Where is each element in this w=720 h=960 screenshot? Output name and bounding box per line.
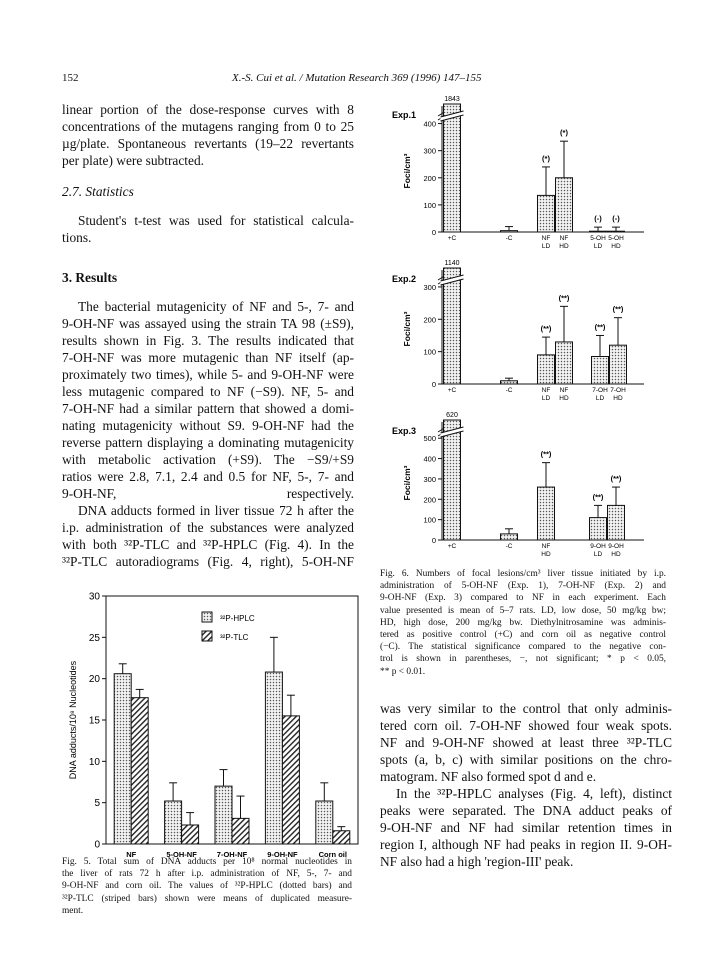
bar [608,231,625,232]
figure-5-chart [62,582,362,872]
x-tick-label: +C [447,235,457,242]
y-axis-label: Foci/cm³ [402,153,412,189]
bar [165,801,182,844]
x-tick-label: 7-OH-NF [216,850,248,859]
bar [316,801,333,844]
running-title: X.-S. Cui et al. / Mutation Research 369 (1996) 147–155 [232,72,482,84]
x-tick-label: LD [593,243,603,250]
legend-label: ³²P-HPLC [220,614,255,623]
fig6-caption-line: Fig. 6. Numbers of focal lesions/cm³ liver tissue initiated by i.p. [380,569,666,579]
bar [501,381,518,384]
page-number: 152 [62,72,79,84]
y-tick-label: 25 [88,632,100,644]
panel-label: Exp.3 [392,426,417,436]
bar [610,345,627,384]
fig5-caption-line: ³²P-TLC (striped bars) shown were means of duplicated measure- [62,893,352,904]
intro-line: concentrations of the mutagens ranging from 0 to 25 [62,119,354,134]
x-tick-label: NF [126,850,137,859]
y-tick-label: 30 [88,591,100,603]
results-paragraph [62,298,354,570]
y-axis-label: Foci/cm³ [402,311,412,347]
intro-line: linear portion of the dose-response curves with 8 [62,102,354,117]
bar [556,342,573,384]
x-tick-label: HD [611,243,621,250]
y-tick-label: 0 [431,228,436,237]
x-tick-label: Corn oil [318,850,347,859]
panel-label: Exp.1 [392,110,417,120]
y-tick-label: 5 [94,798,100,810]
right-column [380,700,672,870]
significance-label: (-) [594,214,602,224]
y-tick-label: 200 [423,173,436,183]
significance-label: (**) [592,492,604,502]
bar [538,195,555,232]
bar [114,674,131,844]
fig6-caption-line: tered as positive control (+C) and corn oil as negative control [380,630,666,641]
results-line: proximately two times), while 5- and 9-OH-NF were [62,367,354,382]
break-value-label: 620 [446,412,458,419]
bar [131,698,148,844]
x-tick-label: 5-OH [608,235,624,242]
x-tick-label: LD [541,395,551,402]
x-tick-label: LD [593,551,603,556]
panel-label: Exp.2 [392,274,417,284]
results-line: 9-OH-NF, respectively. [62,486,354,501]
fig6-caption-line: HD, high dose, 200 mg/kg bw. Diethylnitrosamine was adminis- [380,617,666,628]
intro-line: per plate) were subtracted. [62,153,205,168]
x-tick-label: LD [541,243,551,250]
y-tick-label: 300 [423,146,436,156]
fig6-caption-line: trol is shown in parentheses, −, not significant; * p < 0.05, [380,654,666,665]
x-tick-label: 7-OH [592,387,608,394]
statistics-paragraph [62,212,354,246]
y-tick-label: 0 [431,380,436,389]
bar [282,716,299,844]
right-column-line: NF and 9-OH-NF showed at least three ³²P-TLC [380,735,672,750]
significance-label: (**) [594,322,606,332]
right-column-line: In the ³²P-HPLC analyses (Fig. 4, left), distinct [396,786,672,801]
results-line: ³²P-TLC autoradiograms (Fig. 4, right), 5-OH-NF [62,554,354,569]
bar [590,231,607,232]
y-tick-label: 400 [423,454,436,464]
x-tick-label: 9-OH [608,543,624,550]
fig5-caption-line: Fig. 5. Total sum of DNA adducts per 10⁸ normal nucleotides in [62,857,352,867]
results-line: 9-OH-NF was assayed using the strain TA 98 (±S9), [62,316,354,331]
results-line: DNA adducts formed in liver tissue 72 h after the [78,503,354,518]
x-tick-label: 9-OH [590,543,606,550]
x-tick-label: -C [505,387,513,394]
right-column-line: matogram. NF also formed spot d and e. [380,769,597,784]
legend-swatch [202,631,212,641]
significance-label: (**) [558,293,570,303]
y-tick-label: 300 [423,474,436,484]
right-column-line: was very similar to the control that only adminis- [380,701,672,716]
y-tick-label: 100 [423,347,436,357]
right-column-line: NF also had a high 'region-III' peak. [380,854,574,869]
right-column-line: spots (a, b, c) with similar positions on the chro- [380,752,672,767]
bar [265,672,282,844]
bar [590,518,607,540]
y-tick-label: 200 [423,315,436,325]
bar [444,420,461,540]
results-line: nating mutagenicity without S9. 9-OH-NF had the [62,418,354,433]
results-line: i.p. administration of the substances were analyzed [62,520,354,535]
fig6-caption-line: 9-OH-NF (Exp. 3) compared to NF in each experiment. Each [380,593,666,604]
y-tick-label: 10 [88,756,100,768]
significance-label: (*) [560,128,568,138]
x-tick-label: HD [613,395,623,402]
x-tick-label: 7-OH [610,387,626,394]
x-tick-label: -C [505,543,513,550]
x-tick-label: -C [505,235,513,242]
x-tick-label: NF [541,235,551,242]
x-tick-label: NF [559,235,569,242]
x-tick-label: 9-OH-NF [267,850,298,859]
results-line: The bacterial mutagenicity of NF and 5-, 7- and [78,299,354,314]
fig5-caption-line: 9-OH-NF and corn oil. The values of ³²P-HPLC (dotted bars) and [62,881,352,892]
right-column-line: 9-OH-NF and NF had similar retention times in [380,820,672,835]
significance-label: (-) [612,214,620,224]
y-tick-label: 500 [423,434,436,444]
x-tick-label: +C [447,387,457,394]
bar [538,355,555,384]
significance-label: (**) [540,324,552,334]
y-tick-label: 15 [88,715,100,727]
right-column-line: tered corn oil. 7-OH-NF showed four weak spots. [380,718,672,733]
x-tick-label: HD [541,551,551,556]
results-line: reverse pattern displaying a dominating mutagenicity [62,435,354,450]
y-axis-label: DNA adducts/10⁸ Nucleotides [68,660,78,780]
y-tick-label: 20 [88,674,100,686]
figure-6-caption [380,568,666,678]
fig5-caption-line: the liver of rats 72 h after i.p. administration of NF, 5-, 7- and [62,869,352,880]
significance-label: (*) [542,153,550,163]
break-value-label: 1140 [444,260,460,267]
y-axis-label: Foci/cm³ [402,465,412,501]
left-column [62,101,354,570]
statistics-line: tions. [62,230,92,245]
y-tick-label: 0 [94,839,100,851]
bar [182,825,199,844]
x-tick-label: NF [541,543,551,550]
figure-6-chart [392,96,672,556]
x-tick-label: HD [559,243,569,250]
results-line: less mutagenic compared to NF (−S9). NF, 5- and [62,384,354,399]
bar [608,505,625,540]
results-line: 7-OH-NF was more mutagenic than NF itself (ap- [62,350,354,365]
results-line: ratios were 2.8, 7.1, 2.4 and 0.5 for NF, 5-, 7- and [62,469,354,484]
bar [538,487,555,540]
break-value-label: 1843 [444,96,460,103]
statistics-line: Student's t-test was used for statistical calcula- [78,213,354,228]
statistics-heading: 2.7. Statistics [62,184,134,199]
fig6-caption-line: administration of 5-OH-NF (Exp. 1), 7-OH-NF (Exp. 2) and [380,581,666,592]
results-line: results shown in Fig. 3. The results indicated that [62,333,354,348]
bar [501,231,518,232]
results-line: 7-OH-NF had a similar pattern that showed a domi- [62,401,354,416]
x-tick-label: HD [611,551,621,556]
x-tick-label: +C [447,543,457,550]
y-tick-label: 300 [423,282,436,292]
bar [501,534,518,540]
bar [444,104,461,232]
results-heading: 3. Results [62,270,118,285]
fig6-caption-line: (−C). The statistical significance compared to the negative con- [380,642,666,653]
intro-paragraph [62,101,354,169]
bar [215,786,232,844]
fig6-caption-line: ** p < 0.01. [380,666,426,677]
y-tick-label: 400 [423,119,436,129]
bar [556,178,573,232]
figure-5-caption [62,856,352,917]
fig6-caption-line: value presented is mean of 5–7 rats. LD, low dose, 50 mg/kg bw; [380,605,666,616]
significance-label: (**) [610,474,622,484]
x-tick-label: 5-OH [590,235,606,242]
y-tick-label: 100 [423,200,436,210]
significance-label: (**) [540,449,552,459]
fig5-caption-line: ment. [62,905,84,916]
results-line: with both ³²P-TLC and ³²P-HPLC (Fig. 4). In the [62,537,354,552]
right-column-line: peaks were separated. The DNA adduct peaks of [380,803,672,818]
legend-label: ³²P-TLC [220,633,249,642]
x-tick-label: HD [559,395,569,402]
bar [592,357,609,385]
y-tick-label: 0 [431,536,436,545]
bar [333,831,350,844]
y-tick-label: 100 [423,515,436,525]
y-tick-label: 200 [423,495,436,505]
legend-swatch [202,612,212,622]
x-tick-label: NF [559,387,569,394]
intro-line: µg/plate. Spontaneous revertants (19–22 revertants [62,136,354,151]
significance-label: (**) [612,304,624,314]
bar [232,818,249,844]
bar [444,268,461,384]
right-column-line: region I, although NF had peaks in region II. 9-OH- [380,837,672,852]
x-tick-label: 5-OH-NF [166,850,197,859]
x-tick-label: NF [541,387,551,394]
results-line: with metabolic activation (+S9). The −S9/+S9 [62,452,354,467]
x-tick-label: LD [595,395,605,402]
